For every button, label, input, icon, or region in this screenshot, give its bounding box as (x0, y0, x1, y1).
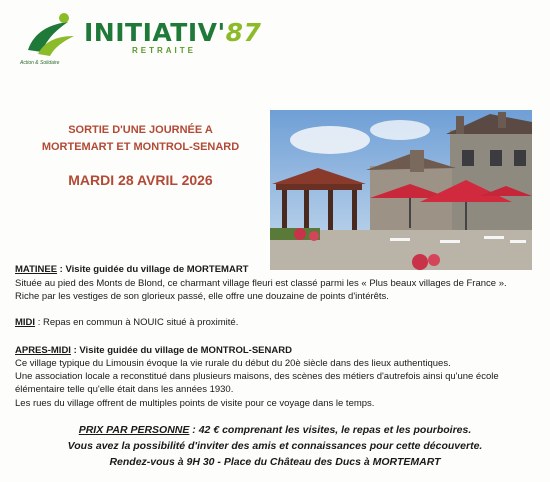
rendez-vous-line: Rendez-vous à 9H 30 - Place du Château des Ducs à MORTEMART (109, 456, 441, 468)
matinee-label: MATINEE (15, 264, 58, 275)
logo-emblem-icon (20, 10, 80, 60)
prix-line (0, 424, 550, 436)
prix-text: : 42 € comprenant les visites, le repas et les pourboires. (189, 424, 472, 436)
apres-midi-line-2: Une association locale a reconstitué dans plusieurs maisons, des scènes des métiers d'autrefois ainsi qu'une école (15, 371, 499, 382)
midi-label: MIDI (15, 317, 36, 328)
midi-line (15, 317, 238, 329)
matinee-heading (15, 264, 248, 276)
village-photo (270, 110, 532, 270)
logo-name: INITIATIV' (84, 18, 226, 47)
matinee-line-1: Située au pied des Monts de Blond, ce charmant village fleuri est classé parmi les « Plus beaux villages de France ». (15, 278, 507, 289)
logo-number: 87 (225, 18, 262, 47)
apres-midi-line-3: élémentaire telle qu'elle était dans les années 1930. (15, 384, 234, 395)
title-line-1: SORTIE D'UNE JOURNÉE A (68, 124, 213, 136)
logo-tagline: Action & Solidaire (20, 60, 60, 66)
apres-midi-line-4: Les rues du village offrent de multiples points de visite pour ce voyage dans le temps. (15, 398, 375, 409)
matinee-line-2: Riche par les vestiges de son glorieux passé, elle offre une douzaine de points d'intérêts. (15, 291, 389, 302)
invite-line: Vous avez la possibilité d'inviter des amis et connaissances pour cette découverte. (67, 440, 483, 452)
title-line-2: MORTEMART ET MONTROL-SENARD (41, 141, 240, 153)
apres-midi-heading-text: : Visite guidée du village de MONTROL-SENARD (70, 345, 292, 356)
title-date: MARDI 28 AVRIL 2026 (68, 172, 213, 188)
apres-midi-heading (15, 345, 292, 357)
matinee-heading-text: : Visite guidée du village de MORTEMART (57, 264, 249, 275)
prix-label: PRIX PAR PERSONNE (78, 424, 190, 436)
apres-midi-line-1: Ce village typique du Limousin évoque la vie rurale du début du 20è siècle dans des lieux authentiques. (15, 358, 451, 369)
initiativ-retraite-logo (14, 8, 262, 68)
logo-subtitle: RETRAITE (132, 46, 196, 55)
apres-midi-label: APRES-MIDI (15, 345, 71, 356)
midi-text: : Repas en commun à NOUIC situé à proximité. (35, 317, 239, 328)
